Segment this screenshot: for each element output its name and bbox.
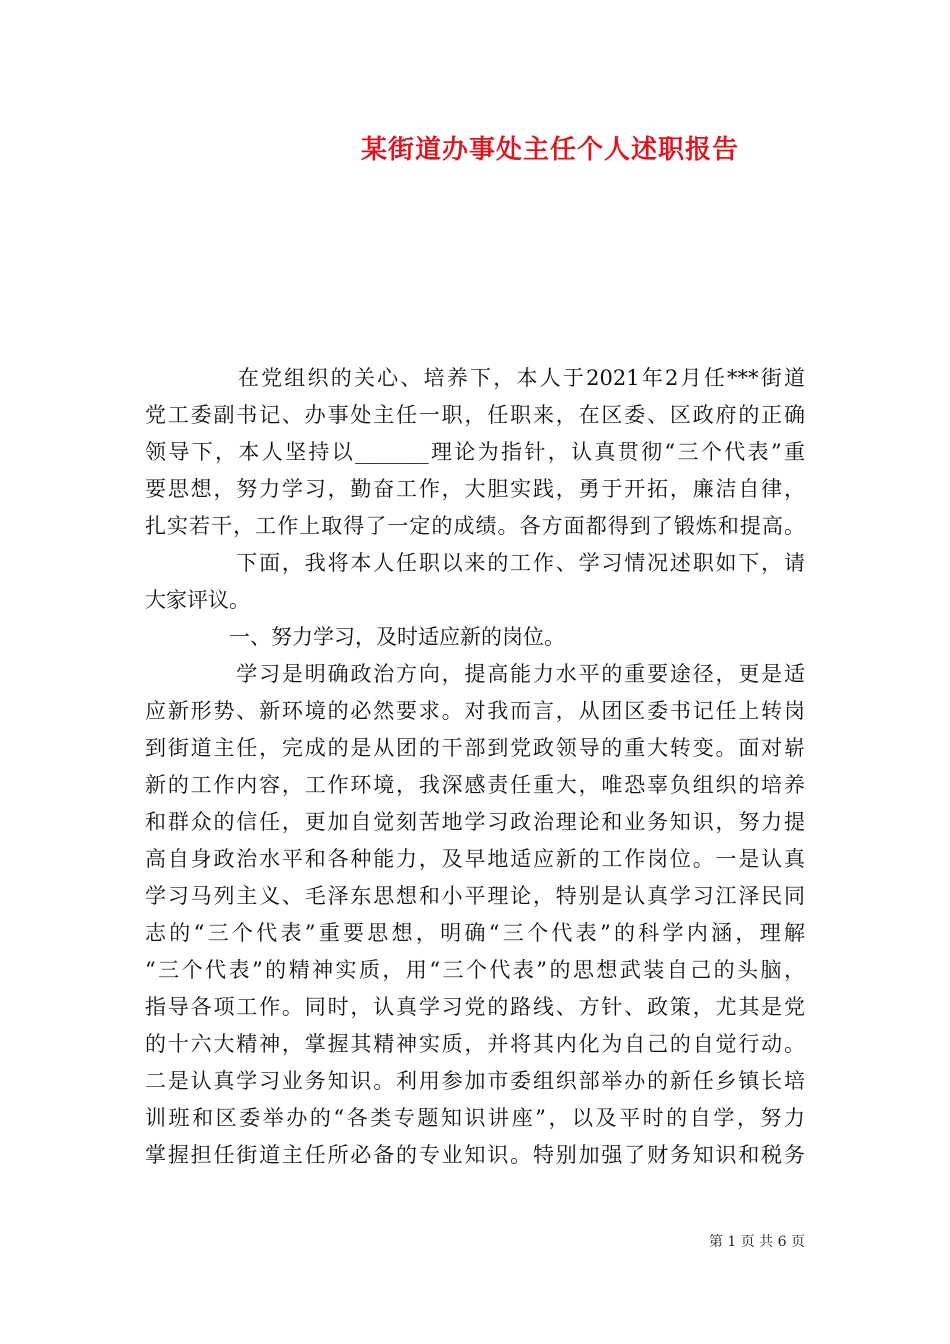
body-line: 新的工作内容，工作环境，我深感责任重大，唯恐辜负组织的培养 bbox=[145, 773, 805, 797]
body-line: 到街道主任，完成的是从团的干部到党政领导的重大转变。面对崭 bbox=[145, 736, 805, 760]
body-line: 高自身政治水平和各种能力，及早地适应新的工作岗位。一是认真 bbox=[145, 847, 805, 871]
body-line: 掌握担任街道主任所必备的专业知识。特别加强了财务知识和税务 bbox=[145, 1143, 805, 1167]
body-line: 要思想，努力学习，勤奋工作，大胆实践，勇于开拓，廉洁自律， bbox=[145, 477, 805, 501]
body-line: 扎实若干，工作上取得了一定的成绩。各方面都得到了锻炼和提高。 bbox=[145, 514, 805, 538]
body-line: 指导各项工作。同时，认真学习党的路线、方针、政策，尤其是党 bbox=[145, 995, 805, 1019]
body-line: 在党组织的关心、培养下，本人于2021年2月任***街道 bbox=[145, 366, 805, 390]
body-line: “三个代表”的精神实质，用“三个代表”的思想武装自己的头脑， bbox=[145, 958, 805, 982]
document-title: 某街道办事处主任个人述职报告 bbox=[360, 135, 739, 165]
document-body bbox=[145, 360, 805, 1174]
body-line: 和群众的信任，更加自觉刻苦地学习政治理论和业务知识，努力提 bbox=[145, 810, 805, 834]
body-line: 二是认真学习业务知识。利用参加市委组织部举办的新任乡镇长培 bbox=[145, 1069, 805, 1093]
body-line: 学习是明确政治方向，提高能力水平的重要途径，更是适 bbox=[145, 662, 805, 686]
page-number: 第 1 页 共 6 页 bbox=[708, 1234, 805, 1250]
body-line: 的十六大精神，掌握其精神实质，并将其内化为自己的自觉行动。 bbox=[145, 1032, 805, 1056]
body-line: 领导下，本人坚持以_______理论为指针，认真贯彻“三个代表”重 bbox=[145, 440, 805, 464]
body-line: 大家评议。 bbox=[145, 588, 250, 612]
body-line: 应新形势、新环境的必然要求。对我而言，从团区委书记任上转岗 bbox=[145, 699, 805, 723]
body-line: 学习马列主义、毛泽东思想和小平理论，特别是认真学习江泽民同 bbox=[145, 884, 805, 908]
body-line: 党工委副书记、办事处主任一职，任职来，在区委、区政府的正确 bbox=[145, 403, 805, 427]
body-line: 训班和区委举办的“各类专题知识讲座”，以及平时的自学，努力 bbox=[145, 1106, 805, 1130]
body-line: 志的“三个代表”重要思想，明确“三个代表”的科学内涵，理解 bbox=[145, 921, 805, 945]
section-heading: 一、努力学习，及时适应新的岗位。 bbox=[145, 625, 565, 649]
body-line: 下面，我将本人任职以来的工作、学习情况述职如下，请 bbox=[145, 551, 805, 575]
